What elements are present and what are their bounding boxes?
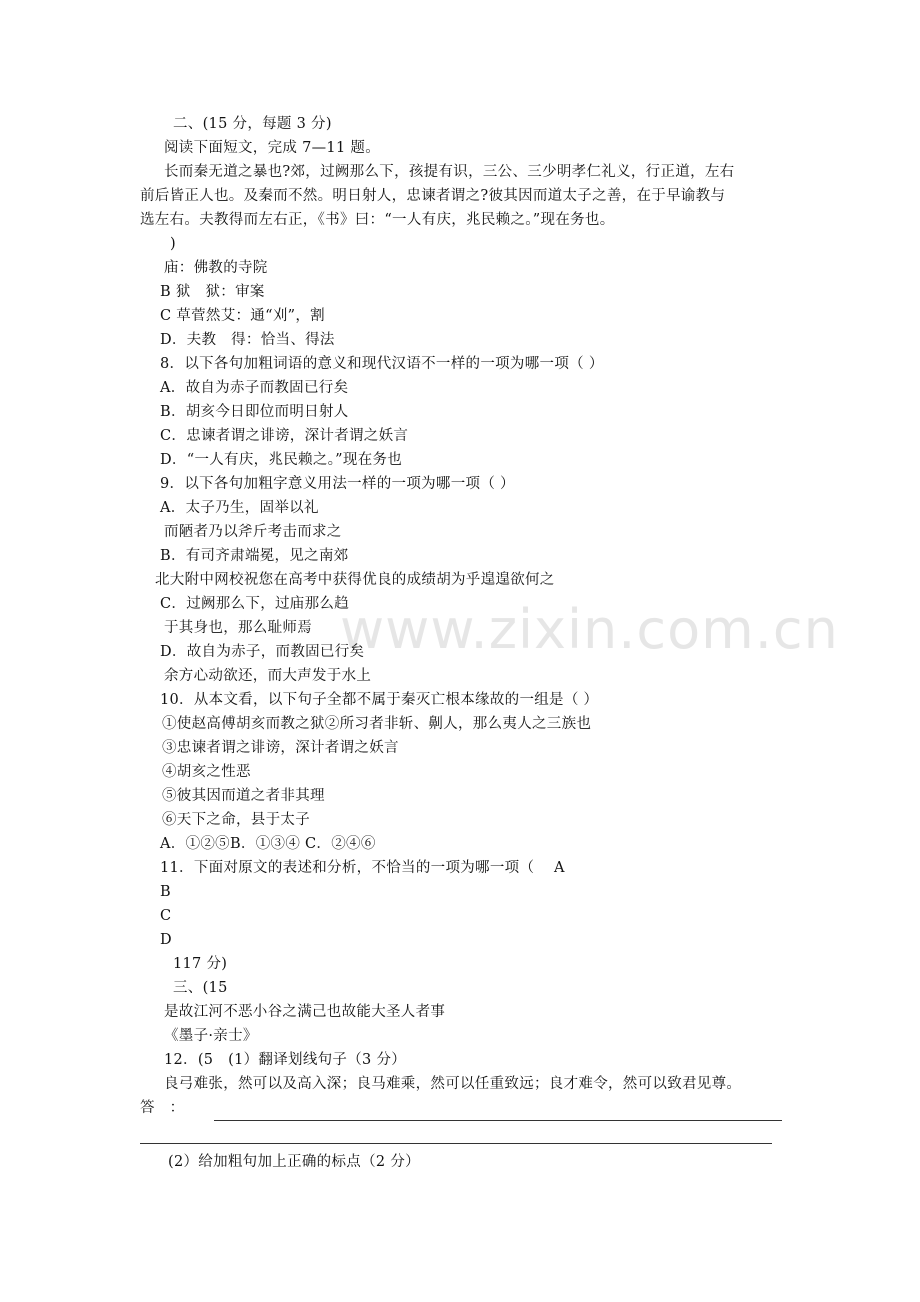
question-11: 11．下面对原文的表述和分析，不恰当的一项为哪一项（ A xyxy=(160,860,565,876)
question-8: 8．以下各句加粗词语的意义和现代汉语不一样的一项为哪一项（ ） xyxy=(160,356,604,372)
option-line: 庙：佛教的寺院 xyxy=(164,260,268,276)
passage-line: 选左右。夫教得而左右正，《书》曰：“一人有庆，兆民赖之。”现在务也。 xyxy=(140,212,615,228)
option-line: ①使赵高傅胡亥而教之狱②所习者非斩、劓人，那么夷人之三族也 xyxy=(162,716,592,732)
question-10: 10．从本文看，以下句子全都不属于秦灭亡根本缘故的一组是（ ） xyxy=(160,692,599,708)
option-line: 于其身也，那么耻师焉 xyxy=(164,620,312,636)
option-line: ③忠谏者谓之诽谤，深计者谓之妖言 xyxy=(162,740,399,756)
option-line: B．有司齐肃端冕，见之南郊 xyxy=(160,548,349,564)
option-line: B．胡亥今日即位而明日射人 xyxy=(160,404,349,420)
section-line: 117 分) xyxy=(173,956,228,972)
option-line: ④胡亥之性恶 xyxy=(162,764,251,780)
watermark: www.zixin.com.cn xyxy=(340,598,839,661)
section-heading: 三、(15 xyxy=(173,980,228,996)
option-line: C xyxy=(160,908,172,924)
question-12-part-2: (2）给加粗句加上正确的标点（2 分） xyxy=(168,1154,420,1170)
option-line: D．故自为赤子，而教固已行矣 xyxy=(160,644,365,660)
option-line: 而陋者乃以斧斤考击而求之 xyxy=(164,524,342,540)
option-line: 北大附中网校祝您在高考中获得优良的成绩胡为乎遑遑欲何之 xyxy=(155,572,555,588)
passage-line: 前后皆正人也。及秦而不然。明日射人，忠谏者谓之?彼其因而道太子之善，在于早谕教与 xyxy=(140,188,726,204)
instruction-line: 阅读下面短文，完成 7—11 题。 xyxy=(164,140,380,156)
option-line: C．忠谏者谓之诽谤，深计者谓之妖言 xyxy=(160,428,409,444)
option-line: ⑤彼其因而道之者非其理 xyxy=(162,788,325,804)
option-line: B 狱 狱：审案 xyxy=(160,284,265,300)
option-line: D．“一人有庆，兆民赖之。”现在务也 xyxy=(160,452,403,468)
question-9: 9．以下各句加粗字意义用法一样的一项为哪一项（ ） xyxy=(160,476,515,492)
option-line: 余方心动欲还，而大声发于水上 xyxy=(164,668,372,684)
option-line: A．①②⑤B．①③④ C．②④⑥ xyxy=(160,836,376,852)
option-line: D．夫教 得：恰当、得法 xyxy=(160,332,335,348)
passage-line: 良弓难张，然可以及高入深；良马难乘，然可以任重致远；良才难令，然可以致君见尊。 xyxy=(164,1076,742,1092)
passage-line: 长而秦无道之暴也?郊，过阙那么下，孩提有识，三公、三少明孝仁礼义，行正道，左右 xyxy=(164,164,735,180)
option-line: A．太子乃生，固举以礼 xyxy=(160,500,319,516)
option-line: ⑥天下之命，县于太子 xyxy=(162,812,310,828)
question-12: 12．(5 (1）翻译划线句子（3 分） xyxy=(164,1052,407,1068)
option-line: A．故自为赤子而教固已行矣 xyxy=(160,380,349,396)
option-line: C．过阙那么下，过庙那么趋 xyxy=(160,596,349,612)
answer-label: 答 ： xyxy=(140,1100,185,1116)
answer-line[interactable] xyxy=(140,1143,772,1144)
passage-source: 《墨子·亲士》 xyxy=(164,1028,258,1044)
option-line: C 草菅然艾：通“刈”，割 xyxy=(160,308,325,324)
section-heading: 二、(15 分，每题 3 分) xyxy=(173,116,332,132)
answer-line[interactable] xyxy=(214,1120,782,1121)
passage-line: ) xyxy=(170,236,176,252)
passage-line: 是故江河不恶小谷之满己也故能大圣人者事 xyxy=(164,1004,446,1020)
option-line: D xyxy=(160,932,172,948)
option-line: B xyxy=(160,884,171,900)
